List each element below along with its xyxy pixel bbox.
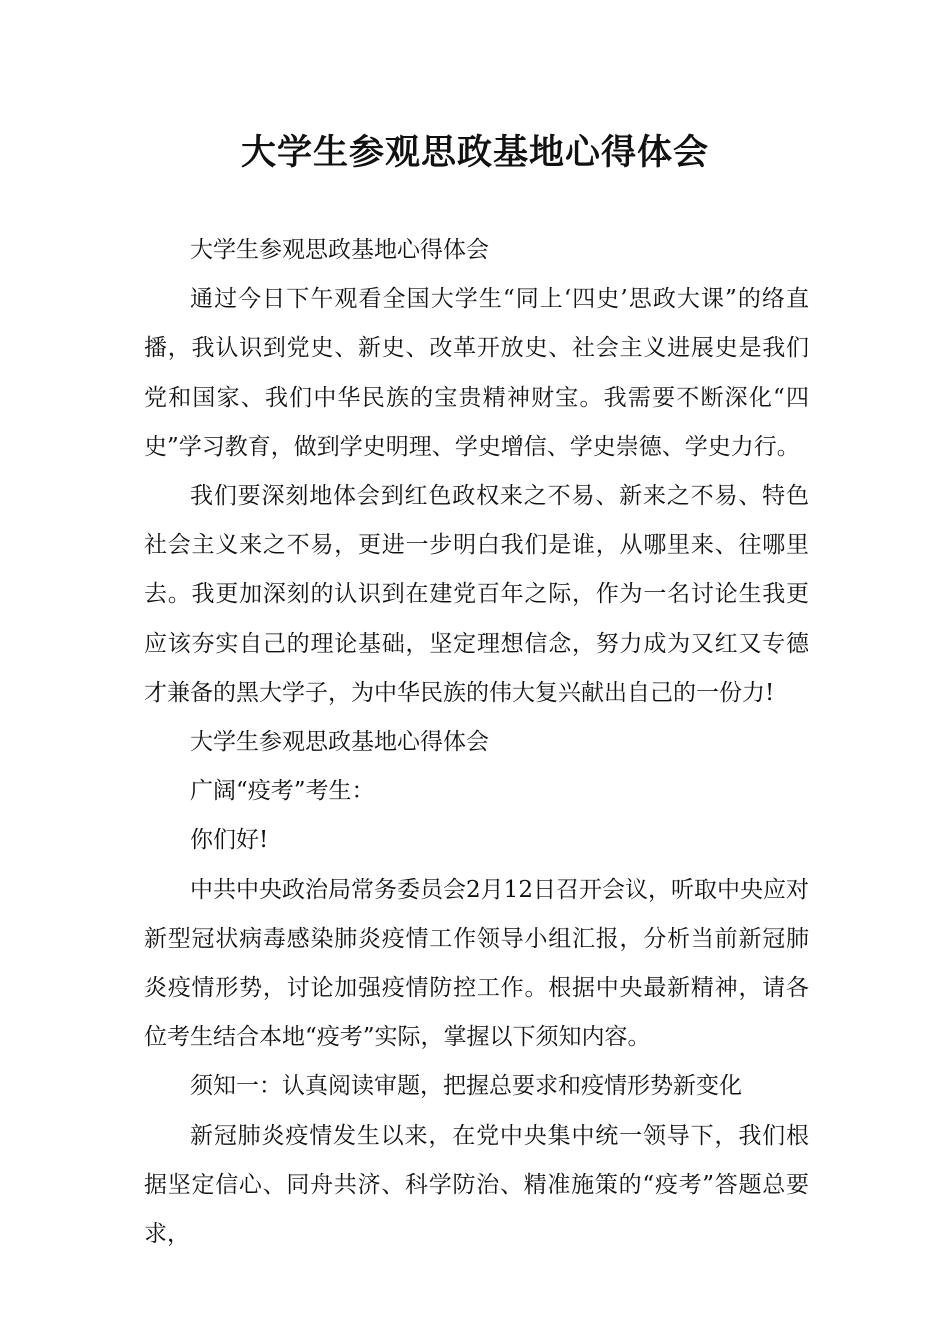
- paragraph: 中共中央政治局常务委员会2月12日召开会议，听取中央应对新型冠状病毒感染肺炎疫情工作领导小组汇报，分析当前新冠肺炎疫情形势，讨论加强疫情防控工作。根据中央最新精神，请各位考生结合本地“疫考”实际，掌握以下须知内容。: [144, 876, 809, 1051]
- paragraph-salutation: 广阔“疫考”考生：: [190, 778, 375, 805]
- paragraph-greeting: 你们好!: [190, 827, 269, 854]
- paragraph: 通过今日下午观看全国大学生“同上‘四史’思政大课”的络直播，我认识到党史、新史、改革开放史、社会主义进展史是我们党和国家、我们中华民族的宝贵精神财宝。我需要不断深化“四史”学习教育，做到学史明理、学史增信、学史崇德、学史力行。: [144, 286, 809, 460]
- paragraph: 新冠肺炎疫情发生以来，在党中央集中统一领导下，我们根据坚定信心、同舟共济、科学防治、精准施策的“疫考”答题总要求，: [144, 1122, 809, 1248]
- document-title: 大学生参观思政基地心得体会: [240, 133, 709, 173]
- paragraph: 我们要深刻地体会到红色政权来之不易、新来之不易、特色社会主义来之不易，更进一步明白我们是谁，从哪里来、往哪里去。我更加深刻的认识到在建党百年之际，作为一名讨论生我更应该夯实自己的理论基础，坚定理想信念，努力成为又红又专德才兼备的黑大学子，为中华民族的伟大复兴献出自己的一份力!: [144, 483, 809, 706]
- paragraph-heading: 须知一：认真阅读审题，把握总要求和疫情形势新变化: [190, 1073, 742, 1100]
- paragraph-subtitle: 大学生参观思政基地心得体会: [190, 729, 489, 756]
- paragraph-subtitle: 大学生参观思政基地心得体会: [190, 237, 489, 263]
- document-body: [144, 226, 809, 1259]
